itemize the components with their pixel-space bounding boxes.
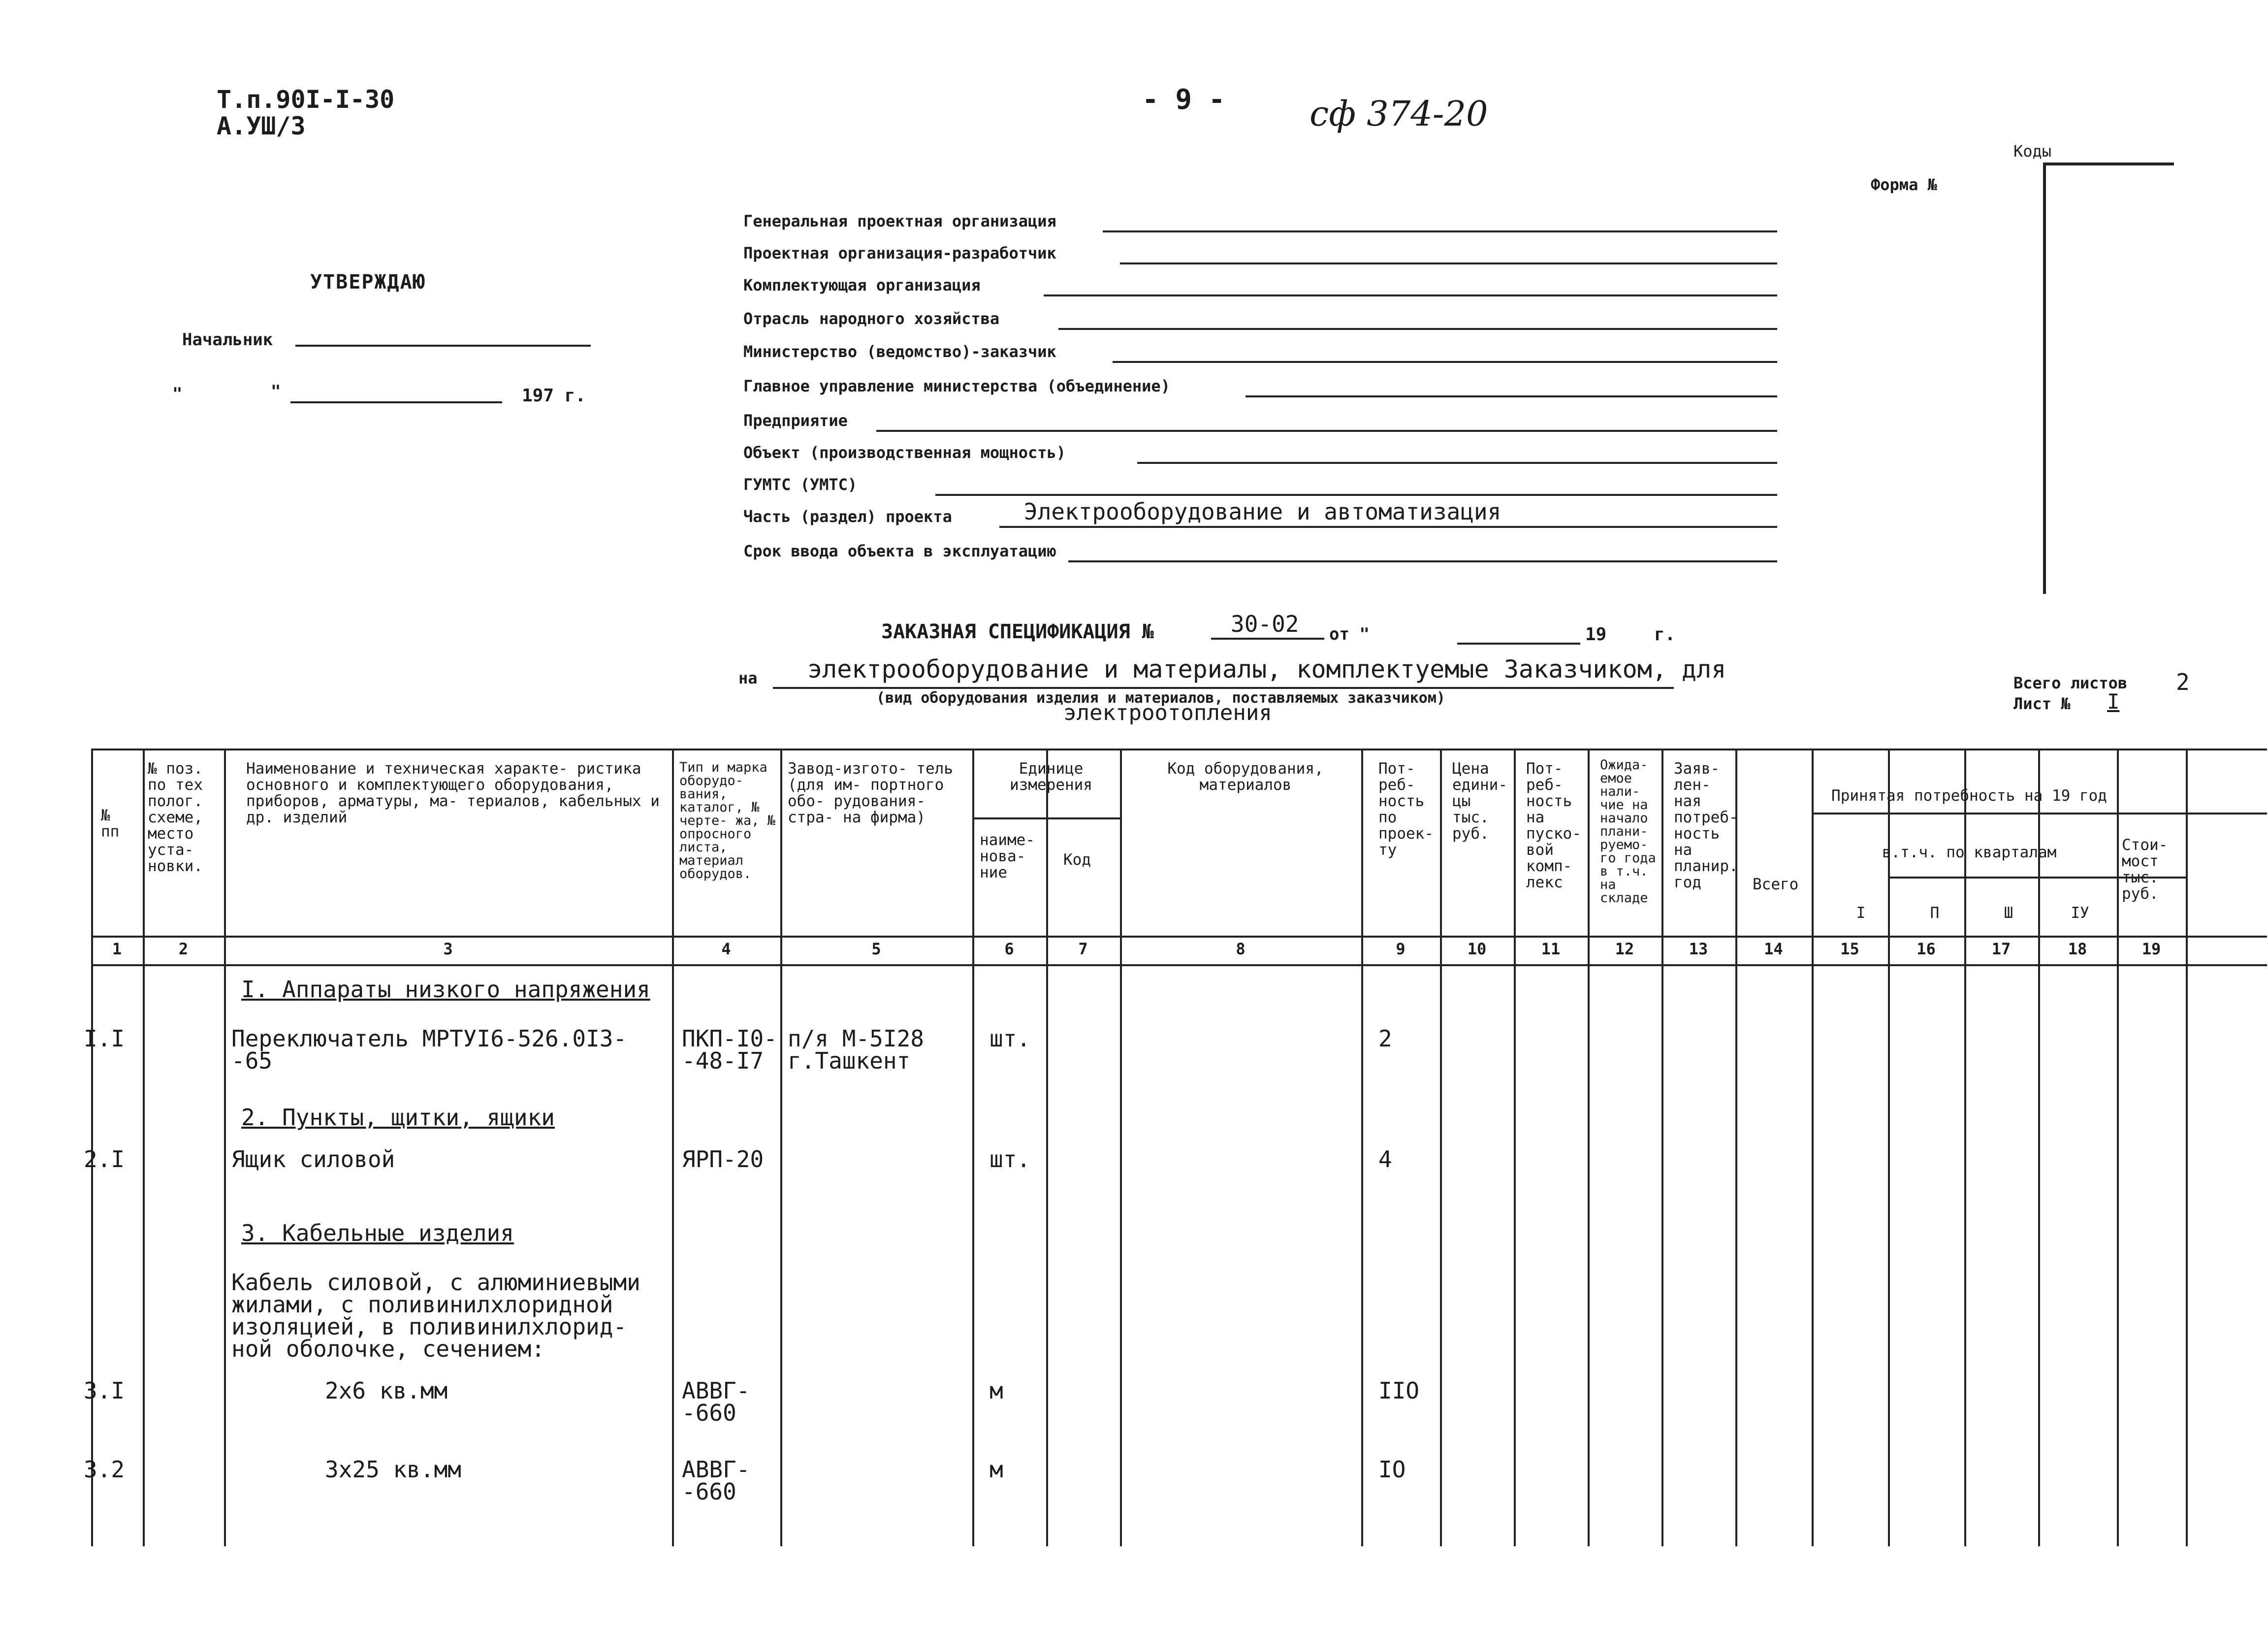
table-cell-no: 3.2 [84, 1456, 125, 1483]
table-cell-name2: жилами, с поливинилхлоридной [231, 1291, 613, 1318]
table-cell-name4: ной оболочке, сечением: [231, 1336, 545, 1362]
org-field-label: Комплектующая организация [743, 276, 981, 294]
table-cell-type: АВВГ- [682, 1377, 750, 1404]
column-number: 10 [1467, 940, 1487, 958]
header-declared-need: Заяв- лен- ная потреб- ность на планир. год [1674, 760, 1738, 891]
table-column-divider [1514, 749, 1516, 1546]
approval-year: 197 г. [522, 386, 586, 406]
table-cell-maker2: г.Ташкент [788, 1047, 911, 1074]
table-column-divider [2117, 749, 2119, 1546]
header-project-need: Пот- реб- ность по проек- ту [1378, 760, 1434, 859]
table-cell-name: Кабель силовой, с алюминиевыми [231, 1269, 640, 1296]
table-row-divider [91, 964, 2267, 966]
handwritten-stamp: сф 374-20 [1310, 94, 1488, 134]
codes-label: Коды [2013, 142, 2052, 161]
header-total: Всего [1753, 876, 1799, 893]
table-column-divider [1661, 749, 1663, 1546]
table-row-divider [1812, 813, 2267, 814]
column-number: 18 [2068, 940, 2087, 958]
header-expected-stock: Ожида- емое нали- чие на начало плани- руемо- го года в т.ч. на складе [1600, 757, 1656, 906]
column-number: 2 [178, 940, 189, 958]
org-field-line [1113, 361, 1777, 363]
org-field-label: ГУМТС (УМТС) [743, 475, 858, 494]
spec-subject: электрооборудование и материалы, комплектуемые Заказчиком, для [807, 655, 1726, 684]
org-field-label: Объект (производственная мощность) [743, 443, 1066, 462]
column-number: 4 [721, 940, 731, 958]
org-field-value: Электрооборудование и автоматизация [1024, 498, 1501, 525]
column-number: 9 [1396, 940, 1406, 958]
org-field-line [999, 526, 1777, 528]
total-sheets-value: 2 [2176, 669, 2190, 695]
table-cell-type: ПКП-I0- [682, 1025, 777, 1052]
sheet-number-label: Лист № [2013, 694, 2071, 713]
column-number: 12 [1615, 940, 1634, 958]
table-cell-no: 3.I [84, 1377, 125, 1404]
table-row-divider [91, 749, 2267, 750]
table-row-divider [1888, 877, 2186, 879]
approval-title: УТВЕРЖДАЮ [310, 271, 426, 293]
table-column-divider [2038, 749, 2040, 1546]
column-number: 3 [443, 940, 453, 958]
table-column-divider [1888, 749, 1890, 1546]
document-reference-line1: Т.п.90I-I-30 [217, 85, 395, 114]
column-number: 16 [1917, 940, 1936, 958]
total-sheets-label: Всего листов [2013, 674, 2128, 692]
header-unit-code: Код [1063, 851, 1091, 869]
table-cell-unit: шт. [990, 1025, 1031, 1052]
table-cell-qty: 2 [1378, 1025, 1392, 1052]
table-cell-type2: -660 [682, 1478, 736, 1505]
spec-subject-continued: электроотопления [1063, 700, 1272, 725]
column-number: 1 [112, 940, 122, 958]
table-cell-unit: м [990, 1377, 1003, 1404]
table-cell-type2: -660 [682, 1400, 736, 1426]
org-field-line [1103, 230, 1777, 232]
column-number: 15 [1840, 940, 1859, 958]
spec-from-label: от " [1329, 624, 1370, 644]
column-number: 6 [1004, 940, 1014, 958]
column-number: 17 [1991, 940, 2011, 958]
spec-year: 19 [1585, 624, 1607, 645]
org-field-label: Предприятие [743, 411, 848, 430]
table-cell-qty: 4 [1378, 1146, 1392, 1173]
header-equipment-code: Код оборудования, материалов [1167, 760, 1324, 794]
table-column-divider [1120, 749, 1122, 1546]
header-q3: Ш [2004, 904, 2013, 922]
page-number: - 9 - [1142, 84, 1225, 116]
header-startup-need: Пот- реб- ность на пуско- вой комп- лекс [1526, 760, 1581, 891]
table-cell-unit: м [990, 1456, 1003, 1483]
header-cost: Стои- мост тыс. руб. [2122, 836, 2168, 903]
org-field-line [1246, 395, 1777, 397]
header-units: Единице измерения [1010, 760, 1092, 794]
header-q2: П [1930, 904, 1940, 922]
org-field-label: Отрасль народного хозяйства [743, 309, 1000, 328]
table-cell-maker: п/я М-5I28 [788, 1025, 924, 1052]
date-quote-close: " [271, 382, 281, 401]
org-field-line [1137, 462, 1777, 464]
org-field-label: Главное управление министерства (объединение) [743, 377, 1170, 395]
org-field-line [935, 494, 1777, 496]
header-accepted-need: Принятая потребность на 19 год [1831, 787, 2107, 805]
header-row-number: № пп [101, 807, 120, 841]
org-field-label: Проектная организация-разработчик [743, 244, 1056, 262]
header-manufacturer: Завод-изгото- тель (для им- портного обо- рудования-стра- на фирма) [788, 760, 953, 826]
table-cell-name: Ящик силовой [231, 1146, 395, 1173]
org-field-line [1044, 294, 1777, 296]
org-field-label: Министерство (ведомство)-заказчик [743, 342, 1056, 361]
spec-year-suffix: г. [1654, 624, 1676, 645]
chief-label: Начальник [182, 330, 273, 350]
table-cell-name: 3x25 кв.мм [325, 1456, 461, 1483]
table-cell-qty: IIO [1378, 1377, 1420, 1404]
column-number: 14 [1764, 940, 1783, 958]
table-cell-type: ЯРП-20 [682, 1146, 764, 1173]
header-name: Наименование и техническая характе- ристика основного и комплектующего оборудования, приборов, арматуры, ма- териалов, кабельных и др. изделий [246, 760, 660, 826]
spec-number: 30-02 [1231, 611, 1299, 637]
org-field-line [1058, 328, 1777, 330]
document-reference-line2: А.УШ/3 [217, 112, 306, 140]
table-cell-no: 2.I [84, 1146, 125, 1173]
column-number: 13 [1689, 940, 1708, 958]
table-cell-name: 2x6 кв.мм [325, 1377, 448, 1404]
table-cell-name: 3. Кабельные изделия [241, 1220, 514, 1246]
org-field-label: Срок ввода объекта в эксплуатацию [743, 542, 1056, 560]
org-field-line [1068, 560, 1777, 562]
header-position: № поз. по тех полог. схеме, место уста- новки. [148, 760, 203, 875]
table-cell-type2: -48-I7 [682, 1047, 764, 1074]
table-column-divider [1735, 749, 1737, 1546]
header-q4: IУ [2071, 904, 2089, 922]
header-by-quarters: в.т.ч. по кварталам [1882, 844, 2057, 861]
column-number: 5 [871, 940, 881, 958]
spec-title: ЗАКАЗНАЯ СПЕЦИФИКАЦИЯ № [881, 620, 1154, 643]
table-cell-unit: шт. [990, 1146, 1031, 1173]
table-column-divider [224, 749, 226, 1546]
header-q1: I [1856, 904, 1866, 922]
table-cell-name: Переключатель МРТУI6-526.0I3- [231, 1025, 627, 1052]
table-column-divider [1361, 749, 1363, 1546]
org-field-line [876, 430, 1777, 432]
table-column-divider [780, 749, 782, 1546]
spec-subject-caption: (вид оборудования изделия и материалов, поставляемых заказчиком) [876, 689, 1445, 707]
header-type: Тип и марка оборудо- вания, каталог, № черте- жа, № опросного листа, материал оборудов. [679, 760, 776, 881]
date-quote-open: " [172, 384, 183, 404]
table-cell-name3: изоляцией, в поливинилхлорид- [231, 1313, 627, 1340]
org-field-label: Часть (раздел) проекта [743, 507, 952, 526]
table-cell-name: I. Аппараты низкого напряжения [241, 976, 650, 1003]
table-column-divider [1812, 749, 1814, 1546]
org-field-line [1120, 262, 1777, 264]
table-cell-name2: -65 [231, 1047, 273, 1074]
table-cell-no: I.I [84, 1025, 125, 1052]
table-column-divider [1964, 749, 1966, 1546]
column-number: 19 [2141, 940, 2161, 958]
table-column-divider [1046, 749, 1048, 1546]
table-column-divider [672, 749, 674, 1546]
table-column-divider [972, 749, 974, 1546]
table-column-divider [143, 749, 145, 1546]
header-unit-price: Цена едини- цы тыс. руб. [1452, 760, 1507, 843]
column-number: 11 [1541, 940, 1561, 958]
column-number: 7 [1078, 940, 1088, 958]
table-cell-qty: IO [1378, 1456, 1406, 1483]
org-field-label: Генеральная проектная организация [743, 212, 1056, 230]
table-column-divider [1440, 749, 1442, 1546]
na-label: на [738, 669, 758, 687]
table-row-divider [91, 936, 2267, 938]
table-cell-name: 2. Пункты, щитки, ящики [241, 1104, 555, 1131]
column-number: 8 [1236, 940, 1246, 958]
table-row-divider [972, 817, 1120, 819]
form-number-label: Форма № [1871, 175, 1937, 194]
sheet-number-value: I [2107, 689, 2120, 714]
table-column-divider [1588, 749, 1590, 1546]
table-cell-type: АВВГ- [682, 1456, 750, 1483]
header-unit-name: наиме- нова- ние [980, 831, 1035, 881]
table-column-divider [2186, 749, 2188, 1546]
